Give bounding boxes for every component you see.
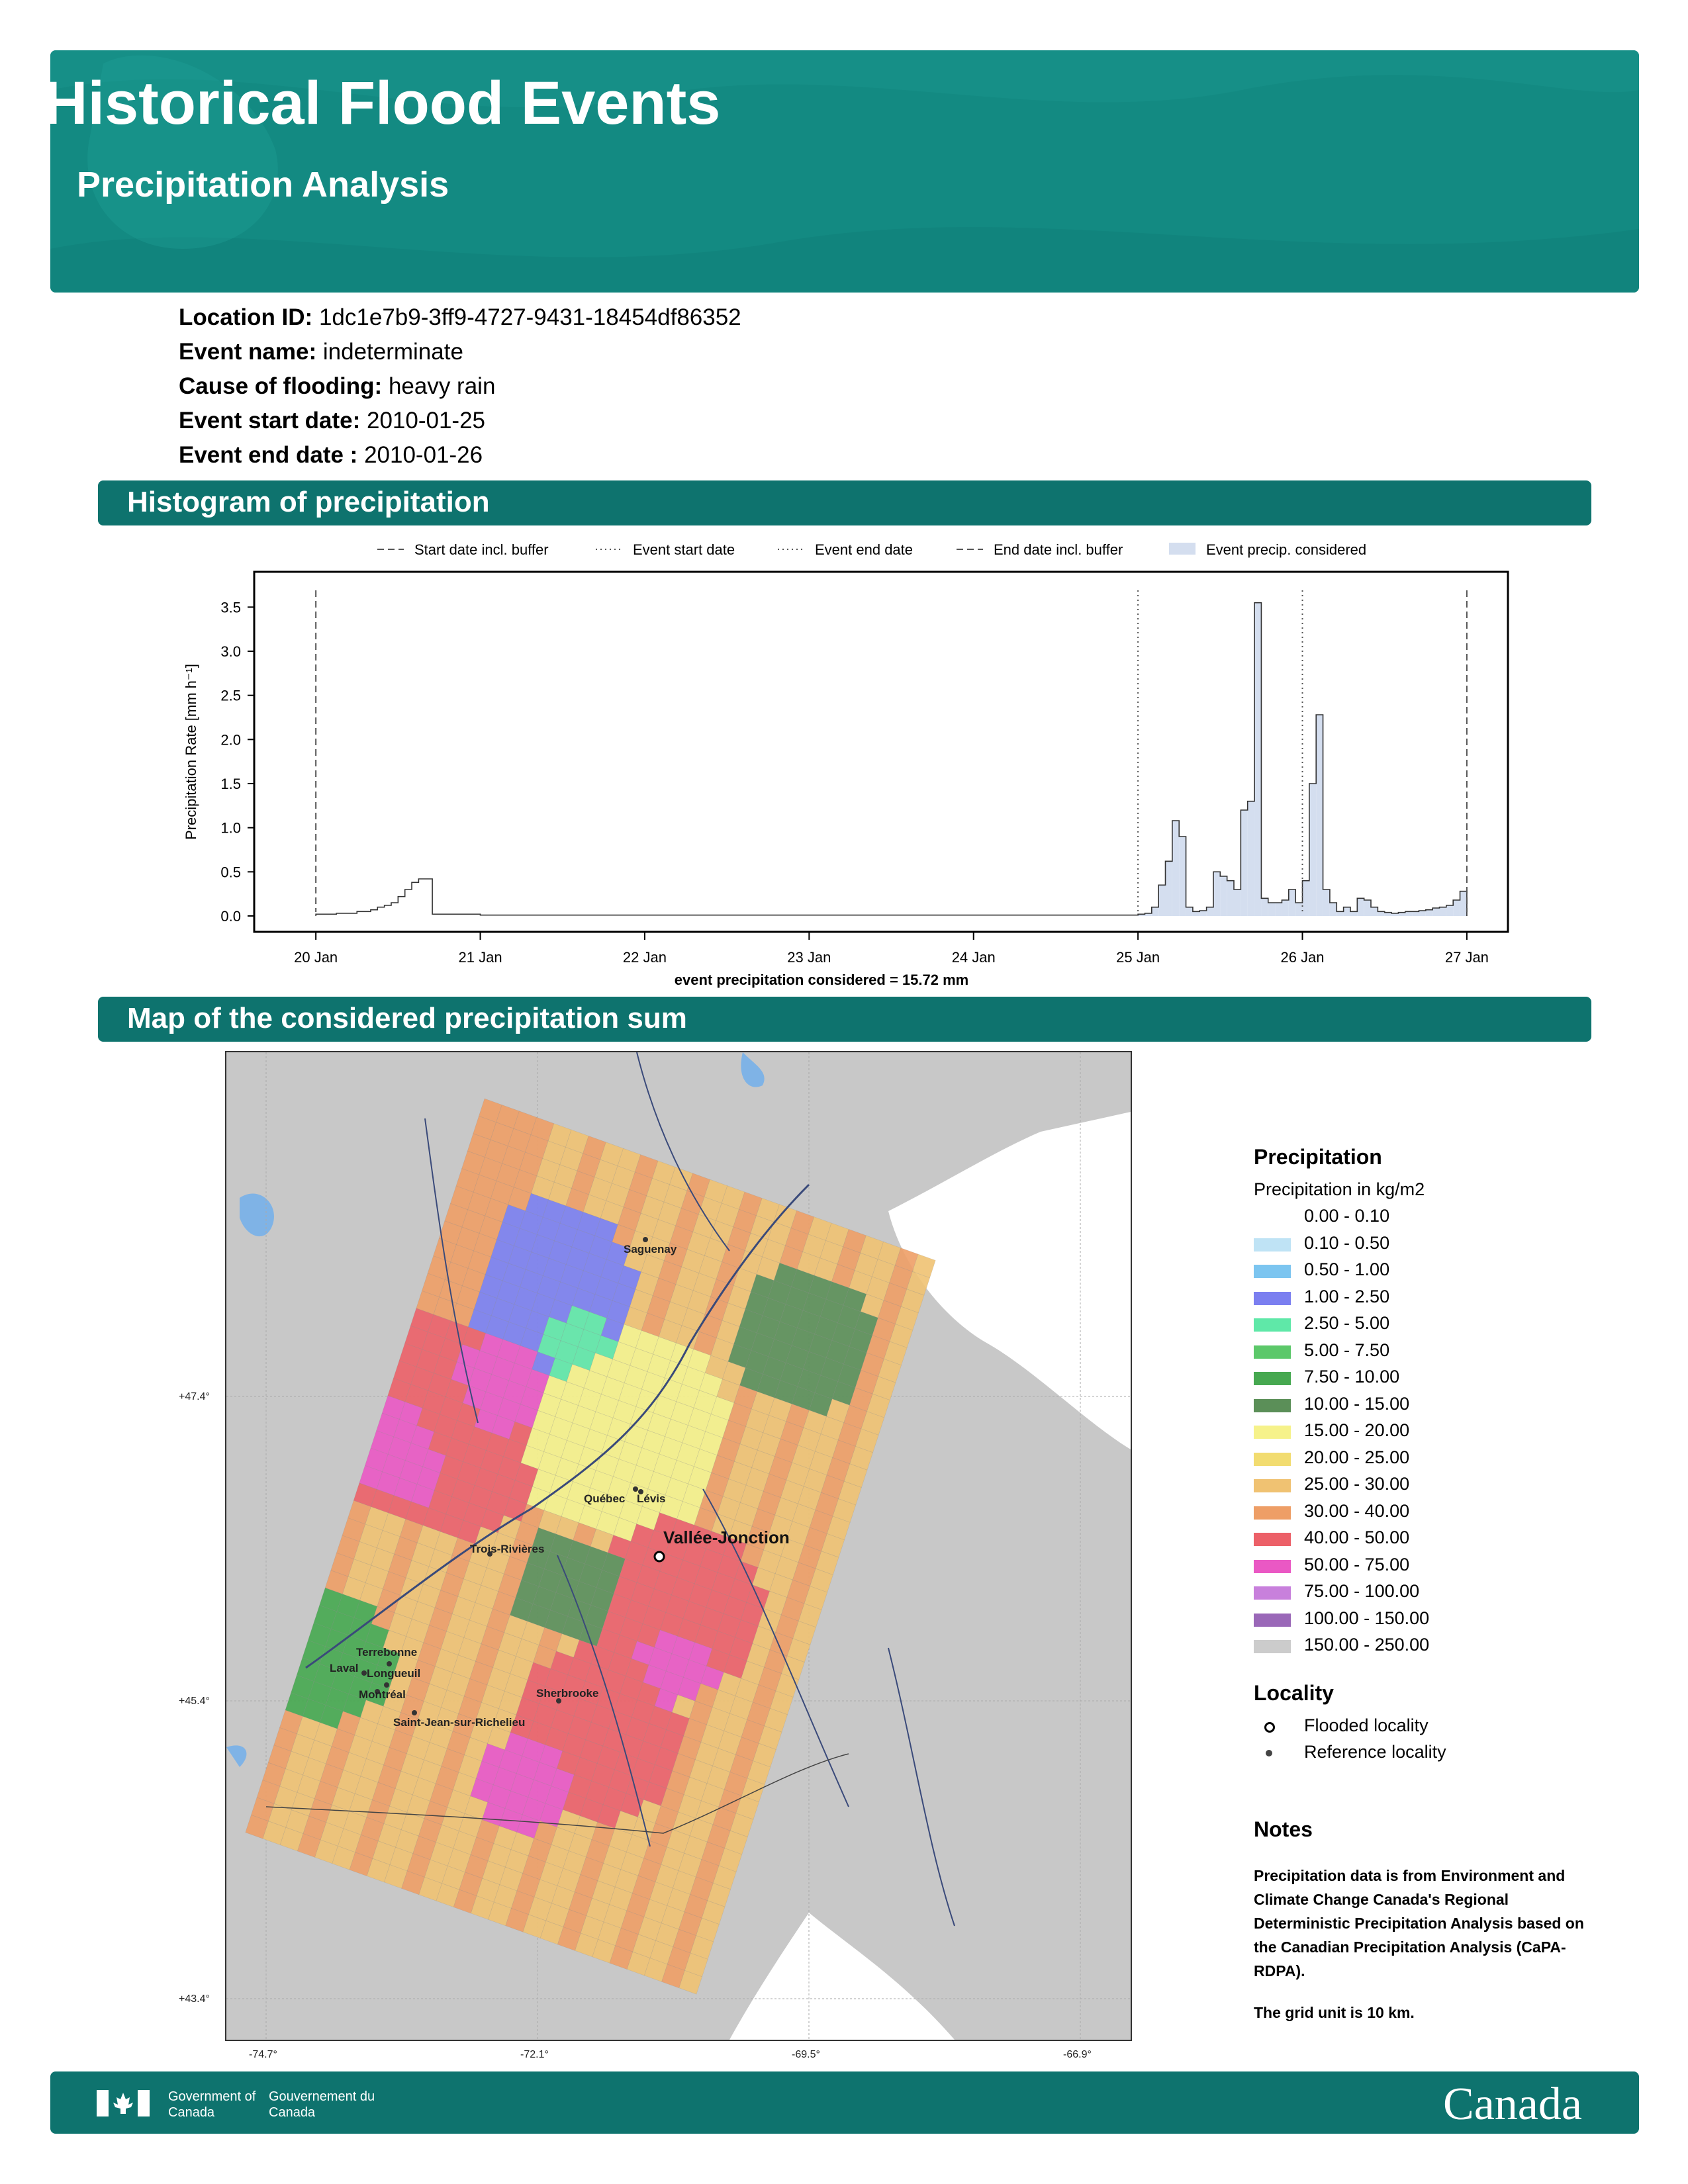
legend-label: 100.00 - 150.00 bbox=[1304, 1608, 1430, 1628]
locality-dot bbox=[384, 1682, 389, 1688]
legend-label: 0.00 - 0.10 bbox=[1304, 1206, 1390, 1226]
legend-fill-swatch bbox=[1169, 543, 1196, 555]
info-cause bbox=[179, 373, 495, 400]
precip-bar bbox=[1344, 907, 1350, 916]
info-value: heavy rain bbox=[388, 373, 496, 399]
locality-label: Montréal bbox=[359, 1688, 406, 1701]
precip-bar bbox=[1446, 905, 1453, 916]
legend-label: Reference locality bbox=[1304, 1742, 1446, 1762]
legend-swatch bbox=[1254, 1479, 1291, 1492]
precip-bar bbox=[1398, 913, 1405, 916]
precip-bar bbox=[1179, 837, 1186, 916]
locality-dot bbox=[361, 1670, 367, 1676]
legend-swatch bbox=[1254, 1586, 1291, 1600]
lake bbox=[741, 1052, 764, 1087]
x-tick-label: 23 Jan bbox=[787, 949, 831, 966]
page-title: Historical Flood Events bbox=[44, 69, 721, 137]
chart-legend-label: End date incl. buffer bbox=[994, 541, 1123, 558]
info-value: indeterminate bbox=[322, 339, 463, 365]
chart-legend-label: Event end date bbox=[815, 541, 914, 558]
precip-bar bbox=[1336, 911, 1343, 916]
flooded-locality-marker[interactable] bbox=[655, 1552, 664, 1561]
government-of-canada-text: Government of Canada bbox=[168, 2089, 256, 2120]
chart-legend-label: Event start date bbox=[633, 541, 735, 558]
locality-label: Terrebonne bbox=[356, 1646, 418, 1659]
precip-bar bbox=[1371, 907, 1378, 916]
precip-bar bbox=[1426, 910, 1432, 916]
y-tick-label: 2.5 bbox=[220, 687, 241, 704]
precipitation-histogram bbox=[0, 529, 1688, 993]
x-tick-label: 26 Jan bbox=[1280, 949, 1325, 966]
reference-dot-icon bbox=[1266, 1750, 1272, 1756]
chart-legend-label: Start date incl. buffer bbox=[414, 541, 549, 558]
legend-subtitle: Precipitation in kg/m2 bbox=[1254, 1179, 1425, 1199]
x-tick-label: 20 Jan bbox=[294, 949, 338, 966]
locality-dot bbox=[387, 1661, 392, 1666]
flooded-locality-label: Vallée-Jonction bbox=[663, 1527, 790, 1547]
precip-bar bbox=[1432, 908, 1439, 916]
locality-label: Trois-Rivières bbox=[470, 1543, 545, 1555]
precip-bar bbox=[1166, 861, 1172, 916]
legend-swatch bbox=[1254, 1292, 1291, 1305]
info-end-date bbox=[179, 442, 483, 469]
precip-bar bbox=[1241, 810, 1247, 916]
lat-label: +43.4° bbox=[179, 1993, 210, 2005]
legend-swatch bbox=[1254, 1533, 1291, 1546]
legend-label: 5.00 - 7.50 bbox=[1304, 1340, 1390, 1360]
canada-wordmark: Canada bbox=[1443, 2079, 1582, 2130]
precip-bar bbox=[1268, 903, 1275, 916]
y-axis-label: Precipitation Rate [mm h⁻¹] bbox=[183, 664, 199, 840]
precip-bar bbox=[1254, 603, 1261, 916]
precip-bar bbox=[1282, 900, 1288, 916]
section-title: Map of the considered precipitation sum bbox=[127, 1002, 687, 1034]
y-tick-label: 2.0 bbox=[220, 731, 241, 749]
precip-bar bbox=[1303, 881, 1309, 916]
legend-label: 40.00 - 50.00 bbox=[1304, 1527, 1410, 1547]
legend-label: 50.00 - 75.00 bbox=[1304, 1554, 1410, 1574]
legend-swatch bbox=[1254, 1399, 1291, 1412]
legend-title: Precipitation bbox=[1254, 1145, 1382, 1169]
precip-bar bbox=[1440, 907, 1446, 916]
lake bbox=[226, 1745, 246, 1767]
precip-bar bbox=[1385, 913, 1391, 916]
info-start-date bbox=[179, 408, 485, 434]
legend-label: 0.10 - 0.50 bbox=[1304, 1232, 1390, 1253]
section-histogram-bar bbox=[98, 480, 1591, 525]
locality-legend-title: Locality bbox=[1254, 1681, 1334, 1705]
notes-text: Precipitation data is from Environment and Climate Change Canada's Regional Deterministic Precipitation Analysis based on the Canadian Precipitation Analysis (CaPA-RDPA). bbox=[1254, 1867, 1584, 1979]
locality-label: Saint-Jean-sur-Richelieu bbox=[393, 1716, 526, 1729]
precip-bar bbox=[1357, 898, 1364, 916]
x-tick-label: 22 Jan bbox=[622, 949, 667, 966]
y-tick-label: 3.0 bbox=[220, 643, 241, 660]
precip-bar bbox=[1227, 881, 1234, 916]
y-tick-label: 0.5 bbox=[220, 864, 241, 881]
precip-bar bbox=[1172, 821, 1179, 916]
precip-bar bbox=[1323, 889, 1330, 916]
legend-label: 1.00 - 2.50 bbox=[1304, 1286, 1390, 1306]
precip-bar bbox=[1330, 903, 1336, 916]
x-tick-label: 24 Jan bbox=[951, 949, 996, 966]
precip-bar bbox=[1220, 876, 1227, 916]
precipitation-map[interactable] bbox=[225, 1051, 1132, 2041]
section-map-bar bbox=[98, 997, 1591, 1042]
lon-label: -69.5° bbox=[792, 2049, 820, 2060]
y-tick-label: 3.5 bbox=[220, 599, 241, 616]
legend-swatch bbox=[1254, 1345, 1291, 1359]
info-label: Event start date: bbox=[179, 408, 361, 433]
precip-bar bbox=[1248, 801, 1254, 916]
precip-bar bbox=[1207, 907, 1213, 916]
info-event-name bbox=[179, 339, 463, 365]
legend-swatch bbox=[1254, 1211, 1291, 1224]
locality-label: Laval bbox=[330, 1662, 359, 1674]
legend-swatch bbox=[1254, 1614, 1291, 1627]
precip-bar bbox=[1412, 911, 1419, 916]
legend-label: 10.00 - 15.00 bbox=[1304, 1393, 1410, 1414]
precip-bar bbox=[1289, 889, 1295, 916]
legend-label: Flooded locality bbox=[1304, 1715, 1429, 1735]
precip-bar bbox=[1453, 900, 1460, 916]
legend-label: 75.00 - 100.00 bbox=[1304, 1581, 1420, 1601]
precip-bar bbox=[1193, 911, 1199, 916]
locality-dot bbox=[633, 1486, 638, 1492]
locality-dot bbox=[412, 1710, 417, 1715]
info-value: 2010-01-26 bbox=[364, 442, 483, 468]
legend-label: 7.50 - 10.00 bbox=[1304, 1367, 1400, 1387]
precip-bar bbox=[1158, 885, 1165, 916]
section-title: Histogram of precipitation bbox=[127, 486, 490, 518]
precip-bar bbox=[1419, 911, 1425, 916]
info-label: Cause of flooding: bbox=[179, 373, 383, 399]
legend-label: 150.00 - 250.00 bbox=[1304, 1635, 1430, 1655]
notes-title: Notes bbox=[1254, 1817, 1313, 1841]
precip-bar bbox=[1261, 898, 1268, 916]
precip-bar bbox=[1460, 891, 1467, 916]
x-tick-label: 27 Jan bbox=[1444, 949, 1489, 966]
info-label: Event end date : bbox=[179, 442, 358, 468]
notes-grid-unit: The grid unit is 10 km. bbox=[1254, 2004, 1415, 2021]
legend-label: 25.00 - 30.00 bbox=[1304, 1474, 1410, 1494]
locality-label: Longueuil bbox=[367, 1667, 421, 1680]
legend-swatch bbox=[1254, 1426, 1291, 1439]
x-tick-label: 25 Jan bbox=[1116, 949, 1160, 966]
legend-label: 15.00 - 20.00 bbox=[1304, 1420, 1410, 1440]
precip-bar bbox=[1152, 907, 1158, 916]
locality-label: Lévis bbox=[637, 1492, 666, 1505]
legend-label: 30.00 - 40.00 bbox=[1304, 1500, 1410, 1521]
precip-bar bbox=[1350, 911, 1357, 916]
river bbox=[888, 1648, 955, 1926]
lon-label: -66.9° bbox=[1063, 2049, 1092, 2060]
y-tick-label: 1.5 bbox=[220, 776, 241, 792]
legend-swatch bbox=[1254, 1453, 1291, 1466]
x-tick-label: 21 Jan bbox=[458, 949, 502, 966]
precip-bar bbox=[1405, 911, 1412, 916]
legend-swatch bbox=[1254, 1560, 1291, 1573]
legend-swatch bbox=[1254, 1640, 1291, 1653]
precip-bar bbox=[1275, 903, 1282, 916]
legend-swatch bbox=[1254, 1265, 1291, 1278]
precip-bar bbox=[1186, 907, 1193, 916]
gouvernement-du-canada-text: Gouvernement du Canada bbox=[269, 2089, 375, 2120]
chart-legend-label: Event precip. considered bbox=[1206, 541, 1367, 558]
info-label: Location ID: bbox=[179, 304, 313, 330]
lat-label: +47.4° bbox=[179, 1391, 210, 1402]
precip-bar bbox=[1378, 911, 1384, 916]
locality-label: Québec bbox=[584, 1492, 626, 1505]
legend-label: 0.50 - 1.00 bbox=[1304, 1259, 1390, 1279]
info-location-id bbox=[179, 304, 741, 331]
lat-label: +45.4° bbox=[179, 1696, 210, 1707]
precip-bar bbox=[1309, 784, 1316, 916]
precip-bar bbox=[1316, 715, 1323, 916]
flooded-circle-icon bbox=[1264, 1722, 1275, 1733]
legend-swatch bbox=[1254, 1318, 1291, 1332]
precip-bar bbox=[1213, 872, 1220, 916]
precip-bar bbox=[1199, 911, 1206, 916]
info-label: Event name: bbox=[179, 339, 317, 365]
legend-swatch bbox=[1254, 1372, 1291, 1385]
lake bbox=[240, 1194, 274, 1237]
y-tick-label: 0.0 bbox=[220, 908, 241, 925]
precip-bar bbox=[1234, 889, 1241, 916]
y-tick-label: 1.0 bbox=[220, 819, 241, 837]
canada-flag-icon bbox=[97, 2090, 150, 2116]
locality-label: Sherbrooke bbox=[536, 1687, 599, 1700]
locality-label: Saguenay bbox=[624, 1243, 677, 1255]
legend-label: 2.50 - 5.00 bbox=[1304, 1313, 1390, 1333]
map-canvas bbox=[226, 1052, 1131, 2040]
lon-label: -72.1° bbox=[520, 2049, 549, 2060]
precip-bar bbox=[1364, 900, 1371, 916]
precipitation-grid bbox=[246, 1099, 935, 1994]
info-value: 1dc1e7b9-3ff9-4727-9431-18454df86352 bbox=[318, 304, 741, 330]
precip-bar bbox=[1295, 903, 1302, 916]
x-axis-label: event precipitation considered = 15.72 mm bbox=[674, 972, 969, 988]
legend-swatch bbox=[1254, 1238, 1291, 1251]
info-value: 2010-01-25 bbox=[366, 408, 486, 433]
atlantic-ocean bbox=[729, 1913, 955, 2040]
locality-dot bbox=[643, 1237, 648, 1242]
legend-swatch bbox=[1254, 1506, 1291, 1520]
page-subtitle: Precipitation Analysis bbox=[77, 165, 449, 205]
lon-label: -74.7° bbox=[249, 2049, 277, 2060]
legend-label: 20.00 - 25.00 bbox=[1304, 1447, 1410, 1467]
